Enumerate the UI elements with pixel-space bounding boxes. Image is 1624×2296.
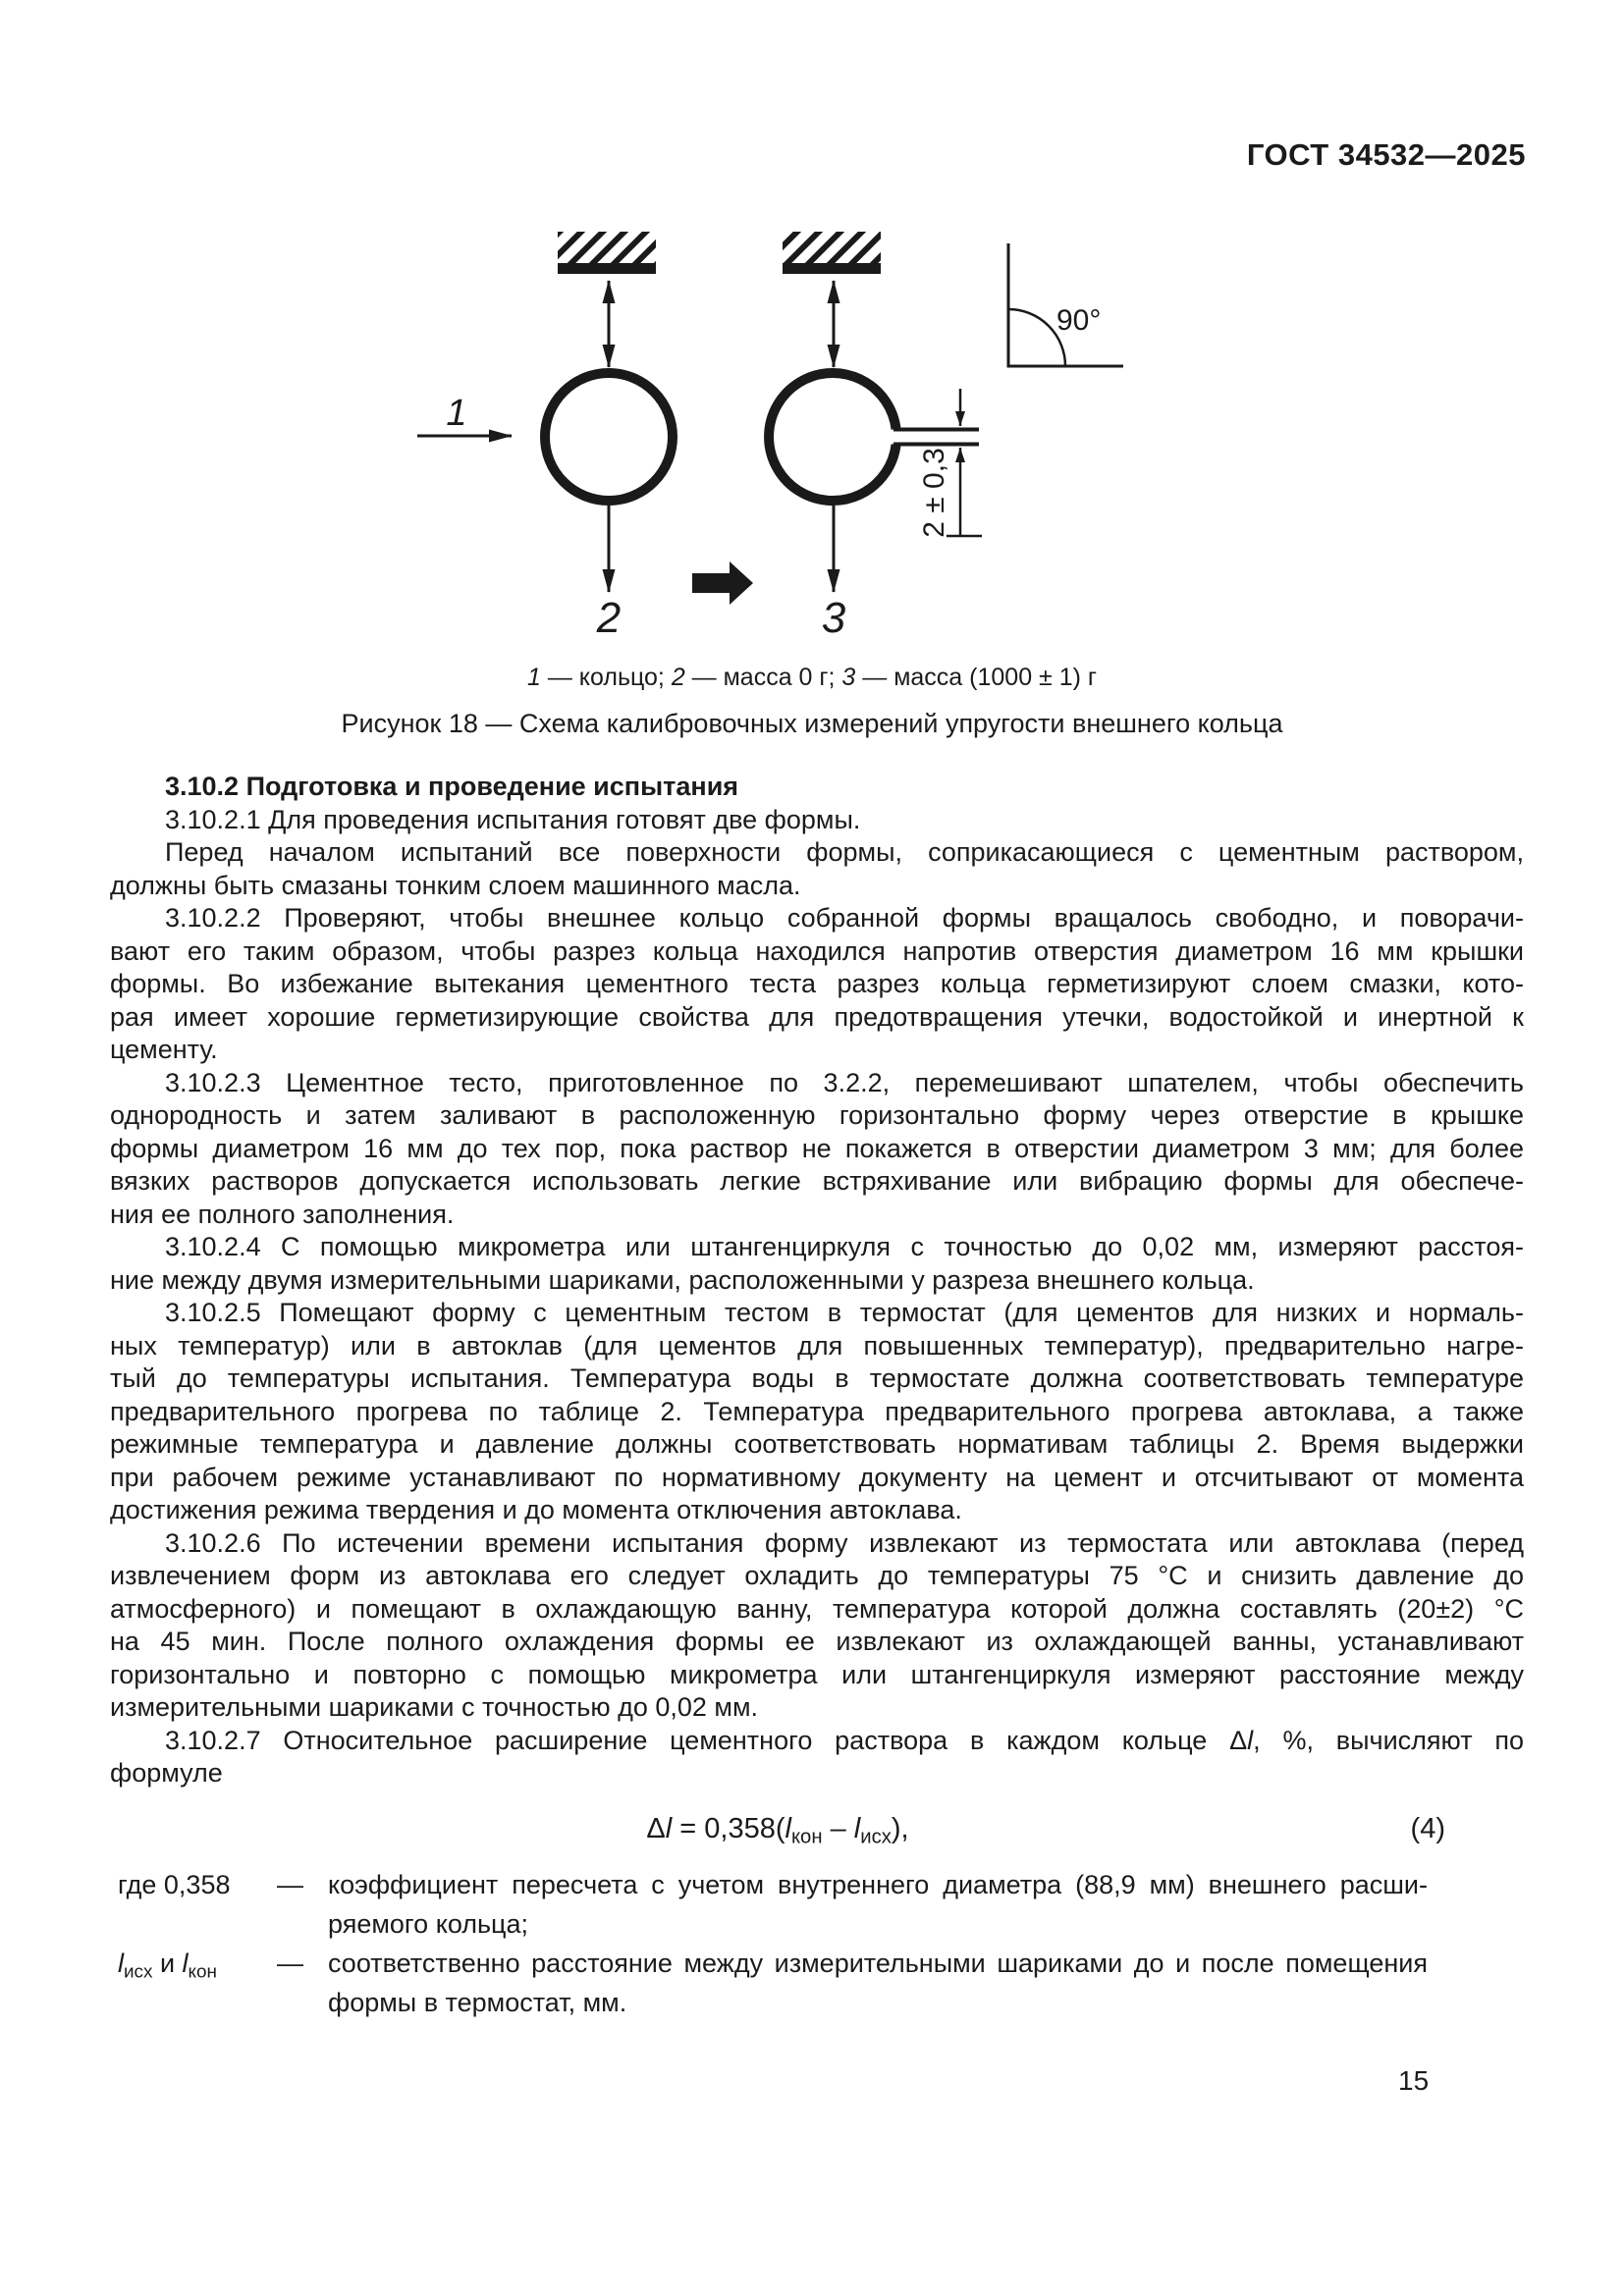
text-line: ряемого кольца; xyxy=(328,1909,529,1939)
where-block xyxy=(110,1865,1434,2022)
paragraph xyxy=(110,836,1524,902)
callout-2-label: 2 xyxy=(596,594,622,640)
figure-title: Рисунок 18 — Схема калибровочных измерений упругости внешнего кольца xyxy=(341,709,1283,738)
body-text xyxy=(110,771,1524,1790)
text-line: достижения режима твердения и до момента отключения автоклава. xyxy=(110,1495,962,1524)
where-row xyxy=(110,1944,1434,2022)
left-ring xyxy=(545,373,673,501)
text-line: предварительного прогрева по таблице 2. Температура предварительного прогрева автоклава, а также xyxy=(110,1396,1524,1426)
paragraph xyxy=(110,1297,1524,1527)
standard-designation: ГОСТ 34532—2025 xyxy=(1246,137,1526,172)
text-line: однородность и затем заливают в расположенную горизонтально форму через отверстие в крышке xyxy=(110,1100,1524,1130)
text-line: формы в термостат, мм. xyxy=(328,1988,627,2017)
where-dash: — xyxy=(277,1949,303,1978)
formula-number: (4) xyxy=(1410,1813,1445,1844)
text-line: измерительными шариками с точностью до 0,02 мм. xyxy=(110,1692,759,1722)
text-line: формуле xyxy=(110,1758,223,1788)
where-row xyxy=(110,1865,1434,1944)
text-line: соответственно расстояние между измерительными шариками до и после помещения xyxy=(328,1949,1428,1978)
paragraph xyxy=(110,1231,1524,1297)
text-line: режимные температура и давление должны соответствовать нормативам таблицы 2. Время выдержки xyxy=(110,1429,1524,1459)
text-line: формы. Во избежание вытекания цементного теста разрез кольца герметизируют слоем смазки, кото- xyxy=(110,969,1524,998)
formula-row xyxy=(110,1809,1445,1857)
text-line: 3.10.2.7 Относительное расширение цементного раствора в каждом кольце Δl, %, вычисляют по xyxy=(165,1725,1525,1755)
text-line: вязких растворов допускается использовать легкие встряхивание или вибрацию формы для обеспече- xyxy=(110,1166,1524,1196)
text-line: атмосферного) и помещают в охлаждающую ванну, температура которой должна составлять (20±2) °С xyxy=(110,1593,1524,1624)
text-line: 3.10.2.6 По истечении времени испытания форму извлекают из термостата или автоклава (перед xyxy=(165,1527,1524,1558)
text-line: 3.10.2.3 Цементное тесто, приготовленное по 3.2.2, перемешивают шпателем, чтобы обеспечить xyxy=(165,1067,1524,1097)
figure-caption: 1 — кольцо; 2 — масса 0 г; 3 — масса (1000 ± 1) г xyxy=(526,664,1098,691)
callout-3-label: 3 xyxy=(821,594,846,640)
paragraph xyxy=(110,902,1524,1067)
figure-diagram xyxy=(412,228,1139,640)
text-line: рая имеет хорошие герметизирующие свойства для предотвращения утечки, водостойкой и инертной к xyxy=(110,1001,1524,1032)
text-line: ных температур) или в автоклав (для цементов для повышенных температур), предварительно нагре- xyxy=(110,1330,1524,1361)
right-angle-symbol xyxy=(1007,243,1124,366)
text-line: формы диаметром 16 мм до тех пор, пока раствор не покажется в отверстии диаметром 3 мм; для более xyxy=(110,1133,1524,1163)
where-definition xyxy=(328,1944,1428,2022)
angle-label: 90° xyxy=(1056,304,1102,337)
callout-1-label: 1 xyxy=(446,393,467,434)
text-line: 3.10.2.5 Помещают форму с цементным тестом в термостат (для цементов для низких и нормаль- xyxy=(165,1298,1524,1327)
where-term: где 0,358 xyxy=(118,1870,231,1899)
page-number: 15 xyxy=(1398,2065,1430,2096)
where-term: $l_{исх}$ и $l_{кон}$ xyxy=(118,1949,217,1983)
text-line: на 45 мин. После полного охлаждения формы ее извлекают из охлаждающей ванны, устанавливают xyxy=(110,1627,1524,1656)
text-line: 3.10.2.4 С помощью микрометра или штангенциркуля с точностью до 0,02 мм, измеряют расстоя- xyxy=(165,1232,1524,1261)
text-line: ние между двумя измерительными шариками, расположенными у разреза внешнего кольца. xyxy=(110,1264,1255,1295)
text-line: должны быть смазаны тонким слоем машинного масла. xyxy=(110,870,801,900)
text-line: ния ее полного заполнения. xyxy=(110,1199,455,1229)
text-line: извлечением форм из автоклава его следует охладить до температуры 75 °С и снизить давление до xyxy=(110,1561,1524,1590)
text-line: при рабочем режиме устанавливают по нормативному документу на цемент и отсчитывают от момента xyxy=(110,1462,1524,1492)
gap-dimension-label: 2 ± 0,3 xyxy=(918,448,950,538)
text-line: тый до температуры испытания. Температура воды в термостате должна соответствовать температуре xyxy=(110,1363,1524,1393)
text-line: вают его таким образом, чтобы разрез кольца находился напротив отверстия диаметром 16 мм крышки xyxy=(110,935,1524,966)
paragraph xyxy=(110,804,1524,837)
paragraph xyxy=(110,1067,1524,1232)
paragraph xyxy=(110,1527,1524,1725)
block-arrow-icon xyxy=(692,561,753,605)
calibration-scheme-figure xyxy=(412,228,1139,640)
where-dash: — xyxy=(277,1870,303,1899)
text-line: коэффициент пересчета с учетом внутреннего диаметра (88,9 мм) внешнего расши- xyxy=(328,1870,1428,1899)
text-line: цементу. xyxy=(110,1035,218,1064)
paragraph xyxy=(110,771,1524,804)
text-line: Перед началом испытаний все поверхности формы, соприкасающиеся с цементным раствором, xyxy=(165,837,1524,867)
text-line: 3.10.2 Подготовка и проведение испытания xyxy=(165,772,739,801)
right-ring-with-gap xyxy=(769,373,896,501)
text-line: горизонтально и повторно с помощью микрометра или штангенциркуля измеряют расстояние между xyxy=(110,1659,1524,1689)
text-line: 3.10.2.1 Для проведения испытания готовят две формы. xyxy=(165,804,861,834)
paragraph xyxy=(110,1725,1524,1790)
formula-expression: $\Delta l = 0,358(l_{кон} - l_{исх})$, xyxy=(646,1813,909,1848)
text-line: 3.10.2.2 Проверяют, чтобы внешнее кольцо собранной формы вращалось свободно, и поворачи- xyxy=(165,903,1524,933)
where-definition xyxy=(328,1865,1428,1944)
left-support-hatch-icon xyxy=(558,232,656,274)
right-support-hatch-icon xyxy=(783,232,881,274)
gap-dimension xyxy=(918,389,982,538)
